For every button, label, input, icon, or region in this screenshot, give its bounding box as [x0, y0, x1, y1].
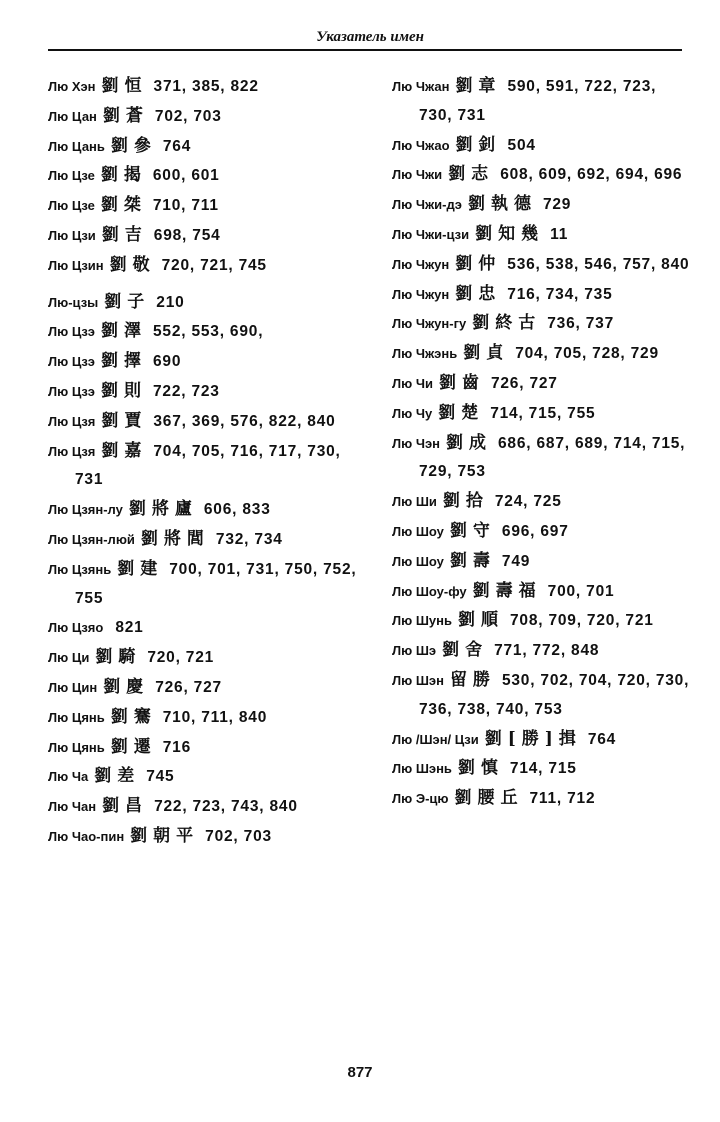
index-entry	[392, 250, 692, 280]
entry-name: Лю Чжун	[392, 286, 450, 302]
entry-name: Лю Чэн	[392, 435, 441, 451]
entry-name: Лю Ши	[392, 494, 437, 510]
entry-characters: 劉賈	[101, 410, 148, 431]
entry-pages: 608, 609, 692, 694, 696	[500, 166, 683, 184]
entry-pages: 726, 727	[490, 374, 558, 392]
entry-pages: 724, 725	[494, 493, 562, 511]
page-number: 877	[347, 1064, 373, 1081]
index-entry	[48, 407, 368, 437]
entry-pages: 700, 701, 731, 750, 752, 755	[75, 560, 357, 607]
entry-pages: 710, 711	[152, 197, 219, 215]
entry-characters: 劉齒	[438, 372, 485, 393]
index-entry	[48, 613, 368, 643]
entry-characters: 劉騫	[110, 706, 157, 727]
entry-characters: 劉仲	[455, 253, 502, 274]
entry-characters: 劉桀	[100, 195, 147, 216]
index-entry	[392, 725, 692, 755]
entry-name: Лю Цан	[48, 108, 97, 124]
entry-characters: 劉忠	[455, 283, 502, 304]
entry-pages: 530, 702, 704, 720, 730, 736, 738, 740, 753	[419, 671, 690, 718]
entry-name: Лю Шоу	[392, 553, 444, 569]
header-title: Указатель имен	[316, 29, 424, 45]
entry-name: Лю Шунь	[392, 613, 452, 629]
index-entry	[392, 636, 692, 666]
entry-pages: 722, 723	[152, 382, 220, 400]
index-entry	[392, 606, 692, 636]
entry-pages: 590, 591, 722, 723, 730, 731	[419, 78, 657, 124]
entry-pages: 696, 697	[501, 522, 569, 540]
entry-pages: 600, 601	[152, 167, 220, 185]
entry-characters: 劉恒	[101, 76, 148, 96]
entry-characters: 劉志	[448, 164, 495, 185]
entry-pages: 704, 705, 716, 717, 730, 731	[75, 442, 341, 489]
entry-characters: 劉楚	[438, 402, 485, 423]
entry-pages: 710, 711, 840	[162, 708, 268, 726]
index-entry	[48, 377, 368, 407]
entry-characters: 劉[勝]揖	[484, 728, 582, 749]
entry-name: Лю Цзян-лу	[48, 502, 123, 518]
index-entry	[48, 822, 368, 852]
entry-pages: 821	[115, 619, 144, 637]
entry-pages: 716, 734, 735	[507, 285, 613, 303]
index-entry	[48, 317, 368, 347]
entry-name: Лю Цзин	[48, 257, 104, 273]
index-entry	[48, 792, 368, 822]
entry-name: Лю Цзе	[48, 168, 95, 184]
entry-name: Лю Цзя	[48, 443, 96, 459]
index-entry	[392, 429, 692, 488]
entry-pages: 714, 715	[509, 760, 577, 778]
entry-pages: 722, 723, 743, 840	[154, 798, 298, 816]
entry-pages: 536, 538, 546, 757, 840	[507, 255, 690, 273]
entry-characters: 劉蒼	[102, 105, 149, 126]
index-entry	[48, 733, 368, 763]
entry-characters: 劉子	[104, 291, 151, 312]
index-entry	[48, 555, 368, 614]
entry-name: Лю Чжи-дэ	[392, 197, 462, 213]
entry-characters: 劉吉	[101, 224, 148, 245]
index-entry	[48, 221, 368, 251]
entry-name: Лю Шэ	[392, 643, 437, 659]
entry-characters: 劉慎	[457, 758, 504, 779]
entry-name: Лю /Шэн/ Цзи	[392, 731, 479, 747]
index-entry	[48, 673, 368, 703]
entry-pages: 720, 721, 745	[161, 256, 267, 274]
entry-characters: 劉則	[100, 380, 147, 401]
index-entry	[48, 72, 368, 102]
entry-characters: 劉知幾	[475, 223, 545, 244]
index-entry	[392, 339, 692, 369]
entry-pages: 716	[162, 738, 192, 756]
entry-characters: 劉揭	[100, 165, 147, 186]
entry-pages: 711, 712	[529, 790, 596, 808]
entry-pages: 708, 709, 720, 721	[509, 612, 654, 630]
entry-pages: 606, 833	[203, 501, 271, 519]
entry-name: Лю Цзэ	[48, 383, 95, 399]
entry-name: Лю Цзэ	[48, 324, 95, 340]
entry-pages: 367, 369, 576, 822, 840	[153, 412, 336, 430]
running-header	[48, 28, 682, 51]
index-entry	[48, 347, 368, 377]
entry-name: Лю Чжи	[392, 167, 443, 183]
index-entry	[392, 784, 692, 814]
entry-name: Лю Чжэнь	[392, 346, 458, 362]
entry-characters: 劉敬	[109, 254, 156, 275]
entry-name: Лю Цань	[48, 138, 105, 154]
index-entry	[392, 547, 692, 577]
entry-characters: 劉擇	[100, 351, 147, 372]
entry-characters: 劉昌	[102, 796, 149, 817]
entry-characters: 劉嘉	[101, 440, 148, 461]
entry-characters: 劉守	[449, 520, 496, 541]
index-entry	[48, 643, 368, 673]
entry-characters: 劉章	[455, 76, 502, 96]
entry-pages: 720, 721	[147, 649, 215, 667]
entry-name: Лю Шоу-фу	[392, 583, 467, 599]
entry-characters: 留勝	[449, 669, 496, 690]
entry-characters: 劉貞	[463, 343, 510, 364]
index-column-right	[392, 72, 692, 814]
index-entry	[392, 369, 692, 399]
entry-characters: 劉執德	[467, 194, 537, 215]
entry-characters: 劉將廬	[128, 499, 198, 520]
entry-characters: 劉腰丘	[454, 788, 524, 809]
entry-name: Лю Цянь	[48, 739, 105, 755]
entry-pages: 210	[156, 293, 185, 311]
index-entry	[48, 288, 368, 318]
entry-name: Лю Цзяо	[48, 620, 104, 636]
entry-pages: 504	[507, 136, 536, 154]
entry-characters: 劉成	[446, 432, 493, 453]
entry-name: Лю Цзя	[48, 413, 96, 429]
entry-characters: 劉順	[457, 610, 504, 631]
index-entry	[392, 309, 692, 339]
entry-name: Лю Шэн	[392, 672, 444, 688]
entry-name: Лю Цзянь	[48, 561, 112, 577]
entry-pages: 702, 703	[154, 107, 222, 125]
entry-name: Лю Цзи	[48, 227, 96, 243]
entry-pages: 764	[162, 137, 192, 155]
index-entry	[392, 517, 692, 547]
index-entry	[48, 525, 368, 555]
entry-characters: 劉騎	[95, 647, 142, 668]
index-entry	[392, 666, 692, 725]
index-entry	[48, 102, 368, 132]
entry-name: Лю Цзэ	[48, 354, 95, 370]
entry-pages: 771, 772, 848	[494, 642, 600, 660]
index-entry	[392, 220, 692, 250]
entry-characters: 劉終古	[472, 313, 542, 334]
entry-name: Лю Чу	[392, 405, 433, 421]
index-entry	[392, 190, 692, 220]
entry-name: Лю Цин	[48, 679, 98, 695]
entry-pages: 11	[550, 225, 569, 243]
entry-characters: 劉差	[94, 766, 141, 787]
entry-name: Лю Чжан	[392, 79, 450, 94]
entry-name: Лю Чжун-гу	[392, 316, 467, 332]
entry-characters: 劉慶	[103, 676, 150, 697]
entry-pages: 700, 701	[547, 582, 615, 600]
index-entry	[392, 280, 692, 310]
entry-pages: 749	[501, 552, 531, 570]
index-entry	[392, 399, 692, 429]
entry-characters: 劉參	[110, 135, 157, 156]
entry-name: Лю Чан	[48, 799, 97, 815]
entry-characters: 劉壽福	[472, 580, 542, 601]
entry-pages: 371, 385, 822	[153, 78, 259, 95]
entry-characters: 劉朝平	[130, 825, 200, 846]
index-entry	[392, 72, 692, 131]
entry-characters: 劉遷	[110, 736, 157, 757]
entry-name: Лю Хэн	[48, 79, 96, 94]
index-entry	[392, 160, 692, 190]
entry-characters: 劉釗	[455, 134, 502, 155]
entry-pages: 726, 727	[155, 678, 222, 696]
index-entry	[48, 251, 368, 281]
entry-characters: 劉舍	[442, 640, 489, 661]
entry-pages: 698, 754	[153, 226, 221, 244]
entry-characters: 劉將閭	[140, 528, 210, 549]
entry-name: Лю Шэнь	[392, 761, 452, 777]
entry-pages: 736, 737	[547, 315, 614, 333]
index-entry	[392, 487, 692, 517]
index-entry	[48, 703, 368, 733]
index-entry	[48, 132, 368, 162]
index-entry	[392, 131, 692, 161]
entry-name: Лю Цзян-люй	[48, 531, 135, 547]
entry-pages: 702, 703	[205, 827, 272, 845]
entry-characters: 劉建	[117, 558, 164, 579]
entry-name: Лю Чи	[392, 375, 433, 391]
entry-name: Лю Цзе	[48, 198, 95, 214]
entry-pages: 690	[152, 353, 182, 371]
index-entry	[392, 754, 692, 784]
entry-pages: 686, 687, 689, 714, 715, 729, 753	[419, 434, 686, 481]
index-entry	[48, 495, 368, 525]
entry-characters: 劉壽	[449, 550, 496, 571]
entry-name: Лю Чжао	[392, 137, 450, 153]
entry-pages: 552, 553, 690,	[152, 323, 264, 341]
entry-name: Лю Э-цю	[392, 791, 449, 807]
entry-pages: 745	[146, 768, 175, 786]
index-column-left	[48, 72, 368, 852]
entry-name: Лю Ци	[48, 650, 90, 666]
entry-name: Лю Чжи-цзи	[392, 226, 470, 242]
entry-name: Лю Цянь	[48, 709, 105, 725]
index-entry	[392, 577, 692, 607]
index-entry	[48, 437, 368, 496]
index-entry	[48, 762, 368, 792]
entry-name: Лю-цзы	[48, 294, 99, 310]
entry-pages: 714, 715, 755	[490, 404, 596, 422]
entry-characters: 劉拾	[442, 491, 489, 512]
index-entry	[48, 191, 368, 221]
entry-name: Лю Чао-пин	[48, 828, 125, 844]
entry-name: Лю Ча	[48, 769, 89, 785]
entry-pages: 704, 705, 728, 729	[515, 345, 659, 363]
entry-name: Лю Чжун	[392, 256, 450, 272]
index-entry	[48, 161, 368, 191]
entry-pages: 729	[542, 196, 572, 214]
entry-name: Лю Шоу	[392, 523, 444, 539]
entry-characters: 劉澤	[100, 321, 147, 342]
entry-pages: 732, 734	[215, 530, 283, 548]
entry-pages: 764	[587, 730, 617, 748]
